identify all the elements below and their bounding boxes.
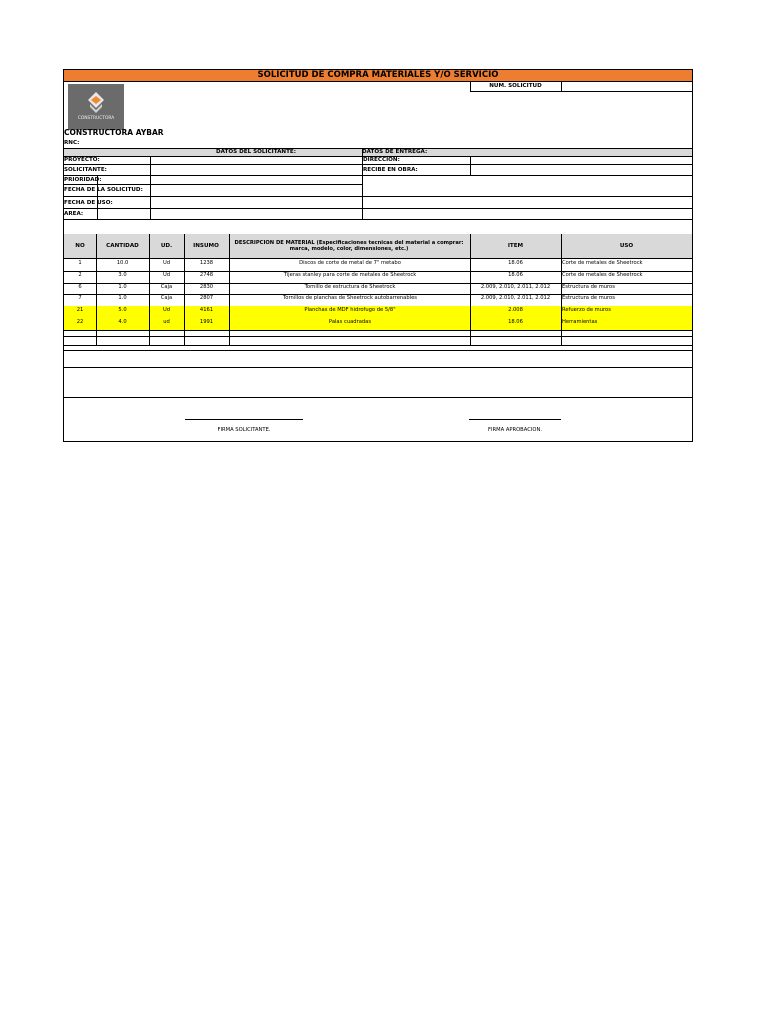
cell-no[interactable]: 1: [78, 260, 82, 266]
cell-uso[interactable]: Estructura de muros: [562, 283, 615, 290]
cell-no[interactable]: 7: [78, 295, 82, 302]
cell-item[interactable]: 18.06: [508, 319, 523, 325]
cell-descripcion[interactable]: Tijeras stanley para corte de metales de Sheetrock: [283, 271, 417, 278]
logo-mark-icon: [68, 84, 124, 130]
cell-insumo[interactable]: 1991: [199, 319, 214, 325]
col-header-item: ITEM: [507, 243, 524, 249]
cell-cantidad[interactable]: 1.0: [118, 283, 127, 290]
col-header-descripcion: DESCRIPCION DE MATERIAL (Especificaciones tecnicas del material a comprar: marca, modelo, color, dimensiones, etc.): [234, 240, 464, 252]
cell-descripcion[interactable]: Tornillos de planchas de Sheetrock autobarrenables: [283, 295, 417, 302]
cell-cantidad[interactable]: 4.0: [118, 319, 127, 325]
cell-uso[interactable]: Estructura de muros: [562, 295, 615, 302]
direccion-label: DIRECCION:: [363, 157, 400, 163]
purchase-request-form: [63, 69, 693, 442]
cell-no[interactable]: 21: [76, 307, 84, 314]
logo-text: CONSTRUCTORA: [77, 116, 115, 121]
cell-insumo[interactable]: 2748: [199, 271, 214, 278]
cell-insumo[interactable]: 2830: [199, 283, 214, 290]
cell-cantidad[interactable]: 1.0: [118, 295, 127, 302]
cell-ud[interactable]: Ud: [162, 271, 171, 278]
signature-solicitante-label: FIRMA SOLICITANTE.: [217, 427, 271, 433]
cell-descripcion[interactable]: Planchas de MDF hidrofugo de 5/8": [304, 307, 396, 314]
cell-insumo[interactable]: 4161: [199, 307, 214, 314]
col-header-no: NO: [75, 243, 85, 249]
company-name: CONSTRUCTORA AYBAR: [64, 128, 164, 137]
company-logo: [68, 84, 124, 130]
cell-ud[interactable]: ud: [163, 319, 170, 325]
cell-cantidad[interactable]: 10.0: [116, 260, 129, 266]
cell-descripcion[interactable]: Palas cuadradas: [328, 319, 372, 325]
fecha-solicitud-label: FECHA DE LA SOLICITUD:: [64, 187, 143, 193]
cell-cantidad[interactable]: 5.0: [118, 307, 127, 314]
cell-ud[interactable]: Ud: [162, 260, 171, 266]
cell-insumo[interactable]: 2807: [199, 295, 214, 302]
form-title: SOLICITUD DE COMPRA MATERIALES Y/O SERVICIO: [64, 70, 692, 82]
cell-item[interactable]: 2.009, 2.010, 2.011, 2.012: [480, 295, 551, 302]
cell-insumo[interactable]: 1238: [199, 260, 214, 266]
num-solicitud-label: NUM. SOLICITUD: [489, 83, 542, 89]
cell-item[interactable]: 2.008: [508, 307, 523, 314]
cell-ud[interactable]: Ud: [162, 307, 171, 314]
prioridad-label: PRIORIDAD:: [64, 177, 102, 183]
cell-no[interactable]: 6: [78, 283, 82, 290]
proyecto-label: PROYECTO:: [64, 157, 100, 163]
cell-no[interactable]: 2: [78, 271, 82, 278]
col-header-insumo: INSUMO: [193, 243, 219, 249]
fecha-uso-label: FECHA DE USO:: [64, 200, 113, 206]
area-label: AREA:: [64, 211, 84, 217]
cell-uso[interactable]: Refuerzo de muros: [562, 307, 611, 314]
cell-uso[interactable]: Herramientas: [562, 319, 598, 325]
col-header-ud: UD.: [160, 243, 173, 249]
rnc-label: RNC:: [64, 140, 80, 146]
cell-uso[interactable]: Corte de metales de Sheetrock: [562, 271, 643, 278]
signature-line-solicitante: [185, 419, 303, 420]
col-header-cantidad: CANTIDAD: [106, 243, 139, 249]
cell-ud[interactable]: Caja: [160, 295, 173, 302]
cell-item[interactable]: 2.009, 2.010, 2.011, 2.012: [480, 283, 551, 290]
cell-descripcion[interactable]: Tornillo de estructura de Sheetrock: [304, 283, 396, 290]
entrega-section-label: DATOS DE ENTREGA:: [362, 149, 428, 155]
cell-no[interactable]: 22: [76, 319, 84, 325]
cell-item[interactable]: 18.06: [508, 271, 523, 278]
cell-item[interactable]: 18.06: [508, 260, 523, 266]
col-header-uso: USO: [619, 243, 634, 249]
signature-aprobacion-label: FIRMA APROBACION.: [488, 427, 542, 433]
signature-line-aprobacion: [469, 419, 561, 420]
solicitante-label: SOLICITANTE:: [64, 167, 107, 173]
cell-descripcion[interactable]: Discos de corte de metal de 7" metabo: [299, 260, 401, 266]
solicitante-section-label: DATOS DEL SOLICITANTE:: [216, 149, 296, 155]
cell-cantidad[interactable]: 3.0: [118, 271, 127, 278]
cell-ud[interactable]: Caja: [160, 283, 173, 290]
cell-uso[interactable]: Corte de metales de Sheetrock: [562, 260, 643, 266]
recibe-label: RECIBE EN OBRA:: [363, 167, 418, 173]
